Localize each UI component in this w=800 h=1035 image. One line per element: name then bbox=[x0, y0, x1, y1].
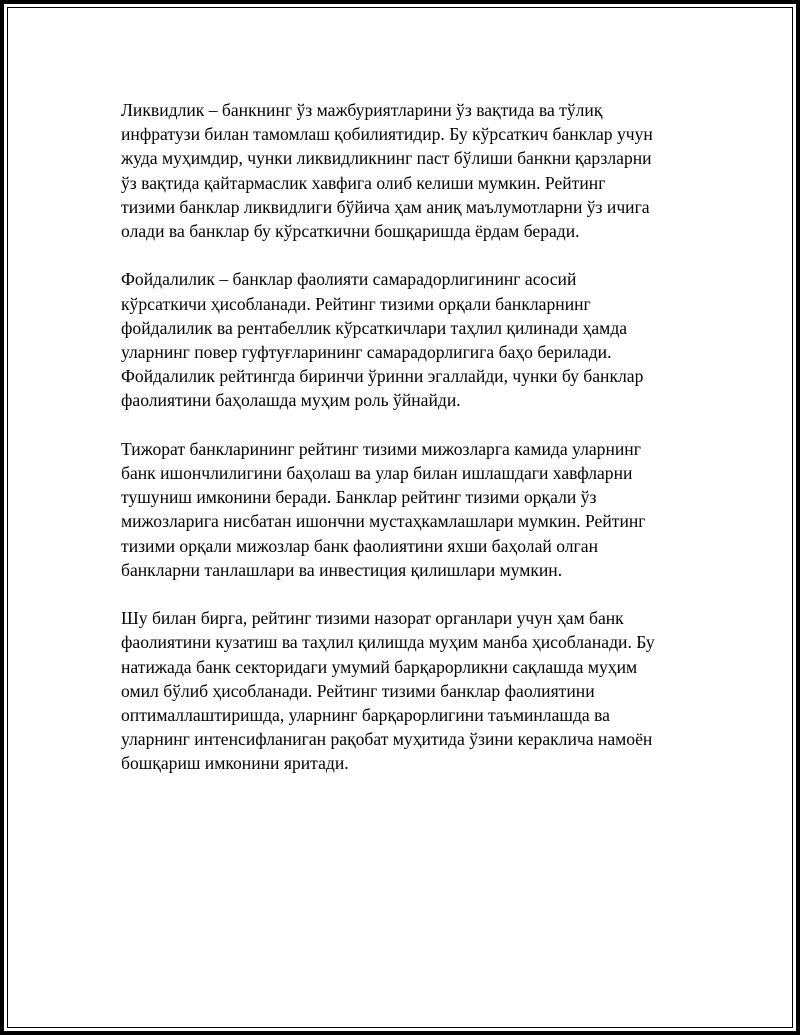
text-line: тушуниш имконини беради. Банклар рейтинг тизими орқали ўз bbox=[121, 487, 597, 508]
text-line: мижозларига нисбатан ишончни мустаҳкамлашлари мумкин. Рейтинг bbox=[121, 511, 646, 532]
paragraph-profitability bbox=[121, 267, 696, 412]
text-line: омил бўлиб ҳисобланади. Рейтинг тизими банклар фаолиятини bbox=[121, 680, 595, 701]
text-line: банкларни танлашлари ва инвестиция қилишлари мумкин. bbox=[121, 559, 563, 580]
text-line: фойдалилик ва рентабеллик кўрсаткичлари таҳлил қилинади ҳамда bbox=[121, 317, 628, 338]
text-line: фаолиятини баҳолашда муҳим роль ўйнайди. bbox=[121, 390, 461, 411]
text-line: инфратузи билан тамомлаш қобилиятидир. Бу кўрсаткич банклар учун bbox=[121, 124, 653, 145]
text-line: кўрсаткичи ҳисобланади. Рейтинг тизими орқали банкларнинг bbox=[121, 293, 591, 314]
text-line: банк ишончлилигини баҳолаш ва улар билан ишлашдаги хавфларни bbox=[121, 463, 633, 484]
text-line: ўз вақтида қайтармаслик хавфига олиб келиши мумкин. Рейтинг bbox=[121, 172, 606, 193]
paragraph-client-trust bbox=[121, 437, 696, 582]
text-line: оптималлаштиришда, уларнинг барқарорлигини таъминлашда ва bbox=[121, 705, 610, 726]
text-line: тизими орқали мижозлар банк фаолиятини яхши баҳолай олган bbox=[121, 535, 598, 556]
text-line: тизими банклар ликвидлиги бўйича ҳам аниқ маълумотларни ўз ичига bbox=[121, 196, 650, 217]
paragraph-liquidity bbox=[121, 98, 696, 243]
text-line: уларнинг интенсифланиган рақобат муҳитида ўзини кераклича намоён bbox=[121, 729, 653, 750]
text-line: олади ва банклар бу кўрсаткични бошқаришда ёрдам беради. bbox=[121, 221, 580, 242]
document-body bbox=[121, 98, 696, 800]
text-line: Фойдалилик рейтингда биринчи ўринни эгаллайди, чунки бу банклар bbox=[121, 366, 644, 387]
text-line: Фойдалилик – банклар фаолияти самарадорлигининг асосий bbox=[121, 269, 577, 290]
text-line: натижада банк секторидаги умумий барқарорликни сақлашда муҳим bbox=[121, 656, 638, 677]
text-line: Шу билан бирга, рейтинг тизими назорат органлари учун ҳам банк bbox=[121, 608, 624, 629]
text-line: уларнинг повер гуфтуғларининг самарадорлигига баҳо берилади. bbox=[121, 342, 612, 363]
text-line: Тижорат банкларининг рейтинг тизими мижозларга камида уларнинг bbox=[121, 438, 641, 459]
text-line: Ликвидлик – банкнинг ўз мажбуриятларини ўз вақтида ва тўлиқ bbox=[121, 100, 603, 120]
text-line: бошқариш имконини яритади. bbox=[121, 753, 349, 774]
text-line: жуда муҳимдир, чунки ликвидликнинг паст бўлиши банкни қарзларни bbox=[121, 148, 652, 169]
text-line: фаолиятини кузатиш ва таҳлил қилишда муҳим манба ҳисобланади. Бу bbox=[121, 632, 655, 653]
paragraph-regulators bbox=[121, 606, 696, 775]
